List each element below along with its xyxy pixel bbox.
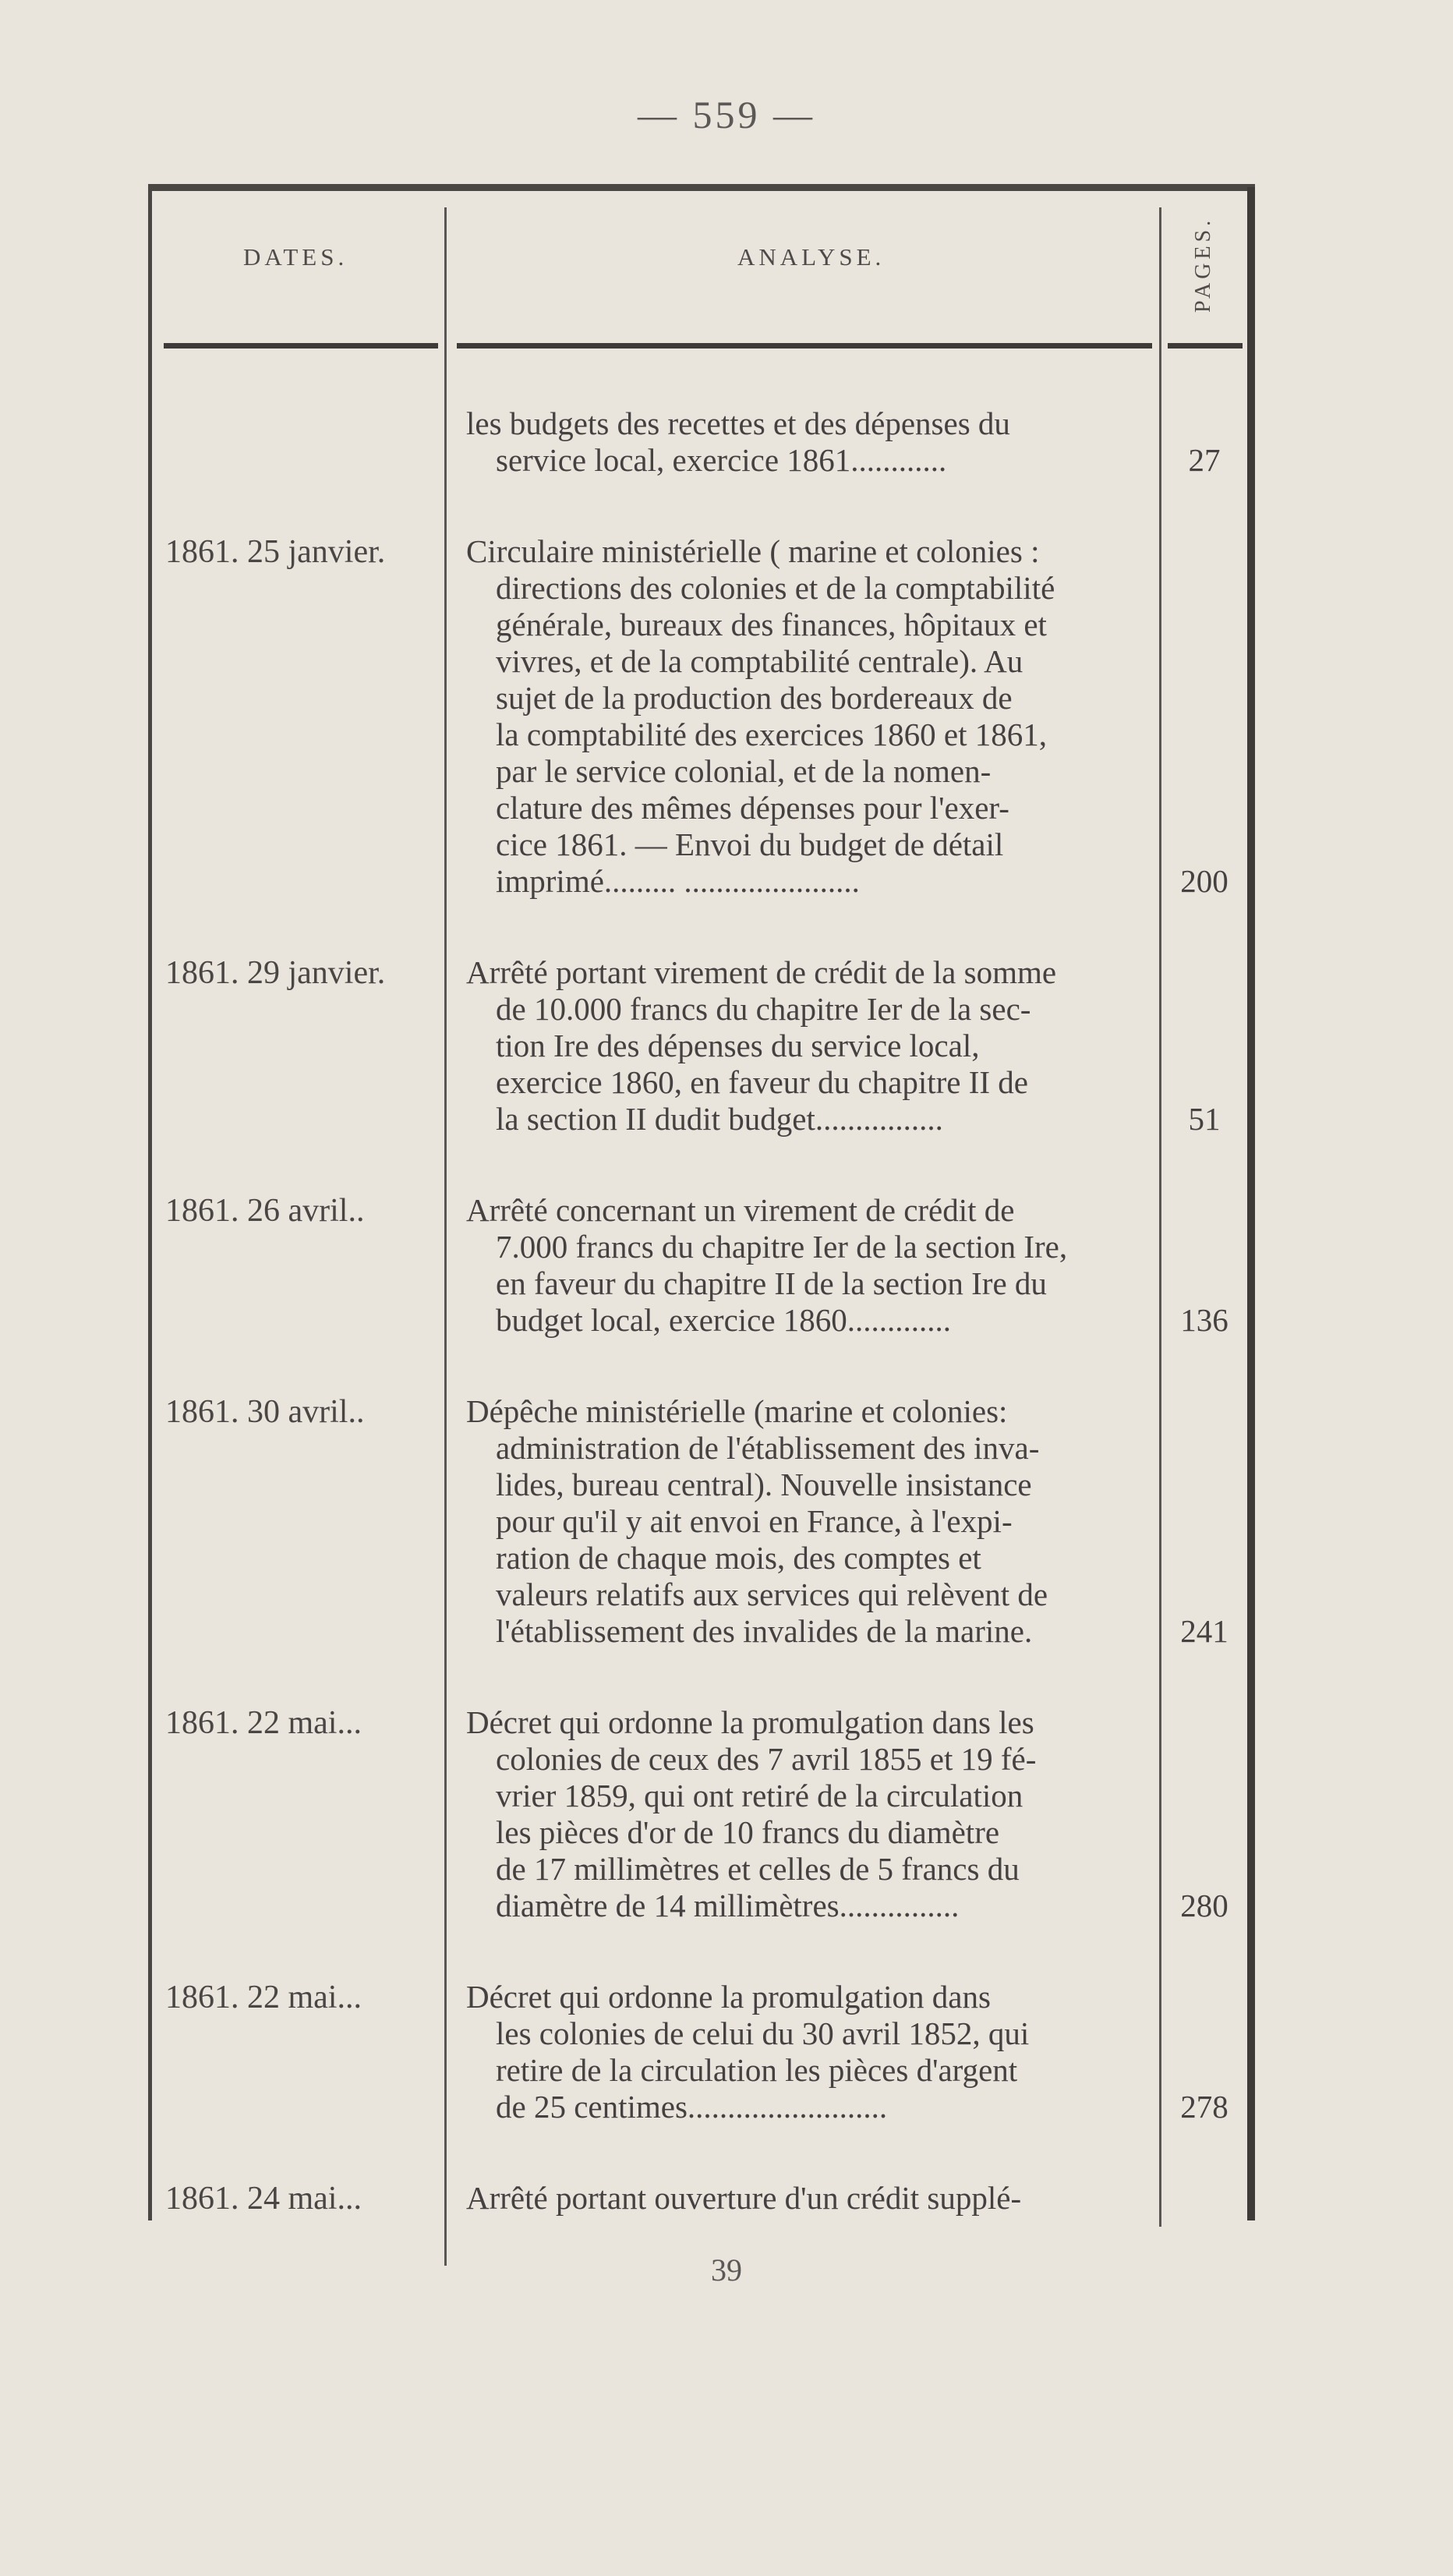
analysis-line: les budgets des recettes et des dépenses du <box>466 405 1010 441</box>
analysis-line: les colonies de celui du 30 avril 1852, qui <box>496 2015 1030 2051</box>
analysis-line: Arrêté portant virement de crédit de la somme <box>466 954 1057 990</box>
entry-date: 1861. 29 janvier. <box>165 955 386 991</box>
analysis-line: Dépêche ministérielle (marine et colonies: <box>466 1393 1008 1429</box>
analysis-line: valeurs relatifs aux services qui relèvent de <box>496 1576 1048 1612</box>
analysis-line: diamètre de 14 millimètres............... <box>496 1888 960 1923</box>
analysis-line: de 25 centimes......................... <box>496 2089 888 2125</box>
entry-date: 1861. 22 mai... <box>165 1705 362 1741</box>
entry-analysis <box>466 954 1157 1138</box>
analysis-line: retire de la circulation les pièces d'argent <box>496 2052 1018 2088</box>
entry-analysis <box>466 1704 1157 1924</box>
analysis-line: vivres, et de la comptabilité centrale). Au <box>496 643 1023 679</box>
footer-signature: 39 <box>711 2252 742 2288</box>
entry-page-ref: 241 <box>1180 1613 1229 1649</box>
entry-analysis <box>466 2180 1157 2217</box>
entry-date: 1861. 22 mai... <box>165 1980 362 2015</box>
analysis-line: imprimé......... ...................... <box>496 863 860 899</box>
entry-date: 1861. 30 avril.. <box>165 1394 365 1430</box>
analysis-line: Arrêté portant ouverture d'un crédit supplé- <box>466 2180 1022 2216</box>
analysis-line: cice 1861. — Envoi du budget de détail <box>496 826 1004 862</box>
page-number: — 559 — <box>638 93 815 136</box>
analysis-line: pour qu'il y ait envoi en France, à l'expi- <box>496 1503 1013 1539</box>
analysis-line: Circulaire ministérielle ( marine et colonies : <box>466 533 1040 569</box>
entry-date: 1861. 25 janvier. <box>165 534 386 570</box>
header-analyse: ANALYSE. <box>737 243 886 271</box>
header-pages: PAGES. <box>1191 216 1215 313</box>
analysis-line: lides, bureau central). Nouvelle insistance <box>496 1467 1032 1502</box>
entry-date: 1861. 26 avril.. <box>165 1193 365 1229</box>
column-divider-dates <box>444 207 447 2266</box>
analysis-line: sujet de la production des bordereaux de <box>496 680 1013 716</box>
analysis-line: l'établissement des invalides de la marine. <box>496 1613 1033 1649</box>
analysis-line: budget local, exercice 1860............. <box>496 1302 952 1338</box>
analysis-line: administration de l'établissement des inva- <box>496 1430 1040 1466</box>
table-left-rule <box>148 187 152 2220</box>
analysis-line: les pièces d'or de 10 francs du diamètre <box>496 1814 1000 1850</box>
entry-page-ref: 200 <box>1180 863 1229 899</box>
header-dates: DATES. <box>243 243 348 271</box>
analysis-line: ration de chaque mois, des comptes et <box>496 1540 981 1576</box>
entry-page-ref: 27 <box>1188 442 1221 478</box>
entry-analysis <box>466 533 1157 900</box>
analysis-line: vrier 1859, qui ont retiré de la circulation <box>496 1778 1023 1813</box>
analysis-line: directions des colonies et de la comptabilité <box>496 570 1055 606</box>
analysis-line: clature des mêmes dépenses pour l'exer- <box>496 790 1009 826</box>
header-underline-pages <box>1168 343 1243 349</box>
analysis-line: de 17 millimètres et celles de 5 francs du <box>496 1851 1020 1887</box>
entry-analysis <box>466 405 1157 479</box>
header-underline-analyse <box>457 343 1152 349</box>
analysis-line: la section II dudit budget................ <box>496 1101 943 1137</box>
analysis-line: service local, exercice 1861............ <box>496 442 947 478</box>
entry-page-ref: 278 <box>1180 2089 1229 2125</box>
analysis-line: de 10.000 francs du chapitre Ier de la sec- <box>496 991 1031 1027</box>
entry-analysis <box>466 1192 1157 1339</box>
entry-analysis <box>466 1979 1157 2125</box>
entry-page-ref: 51 <box>1188 1101 1221 1137</box>
analysis-line: par le service colonial, et de la nomen- <box>496 753 992 789</box>
analysis-line: exercice 1860, en faveur du chapitre II de <box>496 1064 1028 1100</box>
analysis-line: colonies de ceux des 7 avril 1855 et 19 fé- <box>496 1741 1037 1777</box>
entry-date: 1861. 24 mai... <box>165 2181 362 2217</box>
analysis-line: Arrêté concernant un virement de crédit de <box>466 1192 1015 1228</box>
analysis-line: Décret qui ordonne la promulgation dans <box>466 1979 991 2015</box>
analysis-line: Décret qui ordonne la promulgation dans les <box>466 1704 1034 1740</box>
analysis-line: en faveur du chapitre II de la section Ire du <box>496 1265 1047 1301</box>
entry-page-ref: 136 <box>1180 1302 1229 1338</box>
analysis-line: 7.000 francs du chapitre Ier de la section Ire, <box>496 1229 1068 1265</box>
analysis-line: tion Ire des dépenses du service local, <box>496 1028 980 1063</box>
analysis-line: la comptabilité des exercices 1860 et 1861, <box>496 717 1048 752</box>
entry-analysis <box>466 1393 1157 1650</box>
analysis-line: générale, bureaux des finances, hôpitaux et <box>496 607 1047 642</box>
header-underline-dates <box>164 343 438 349</box>
entry-page-ref: 280 <box>1180 1888 1229 1923</box>
table-right-rule <box>1247 187 1255 2220</box>
